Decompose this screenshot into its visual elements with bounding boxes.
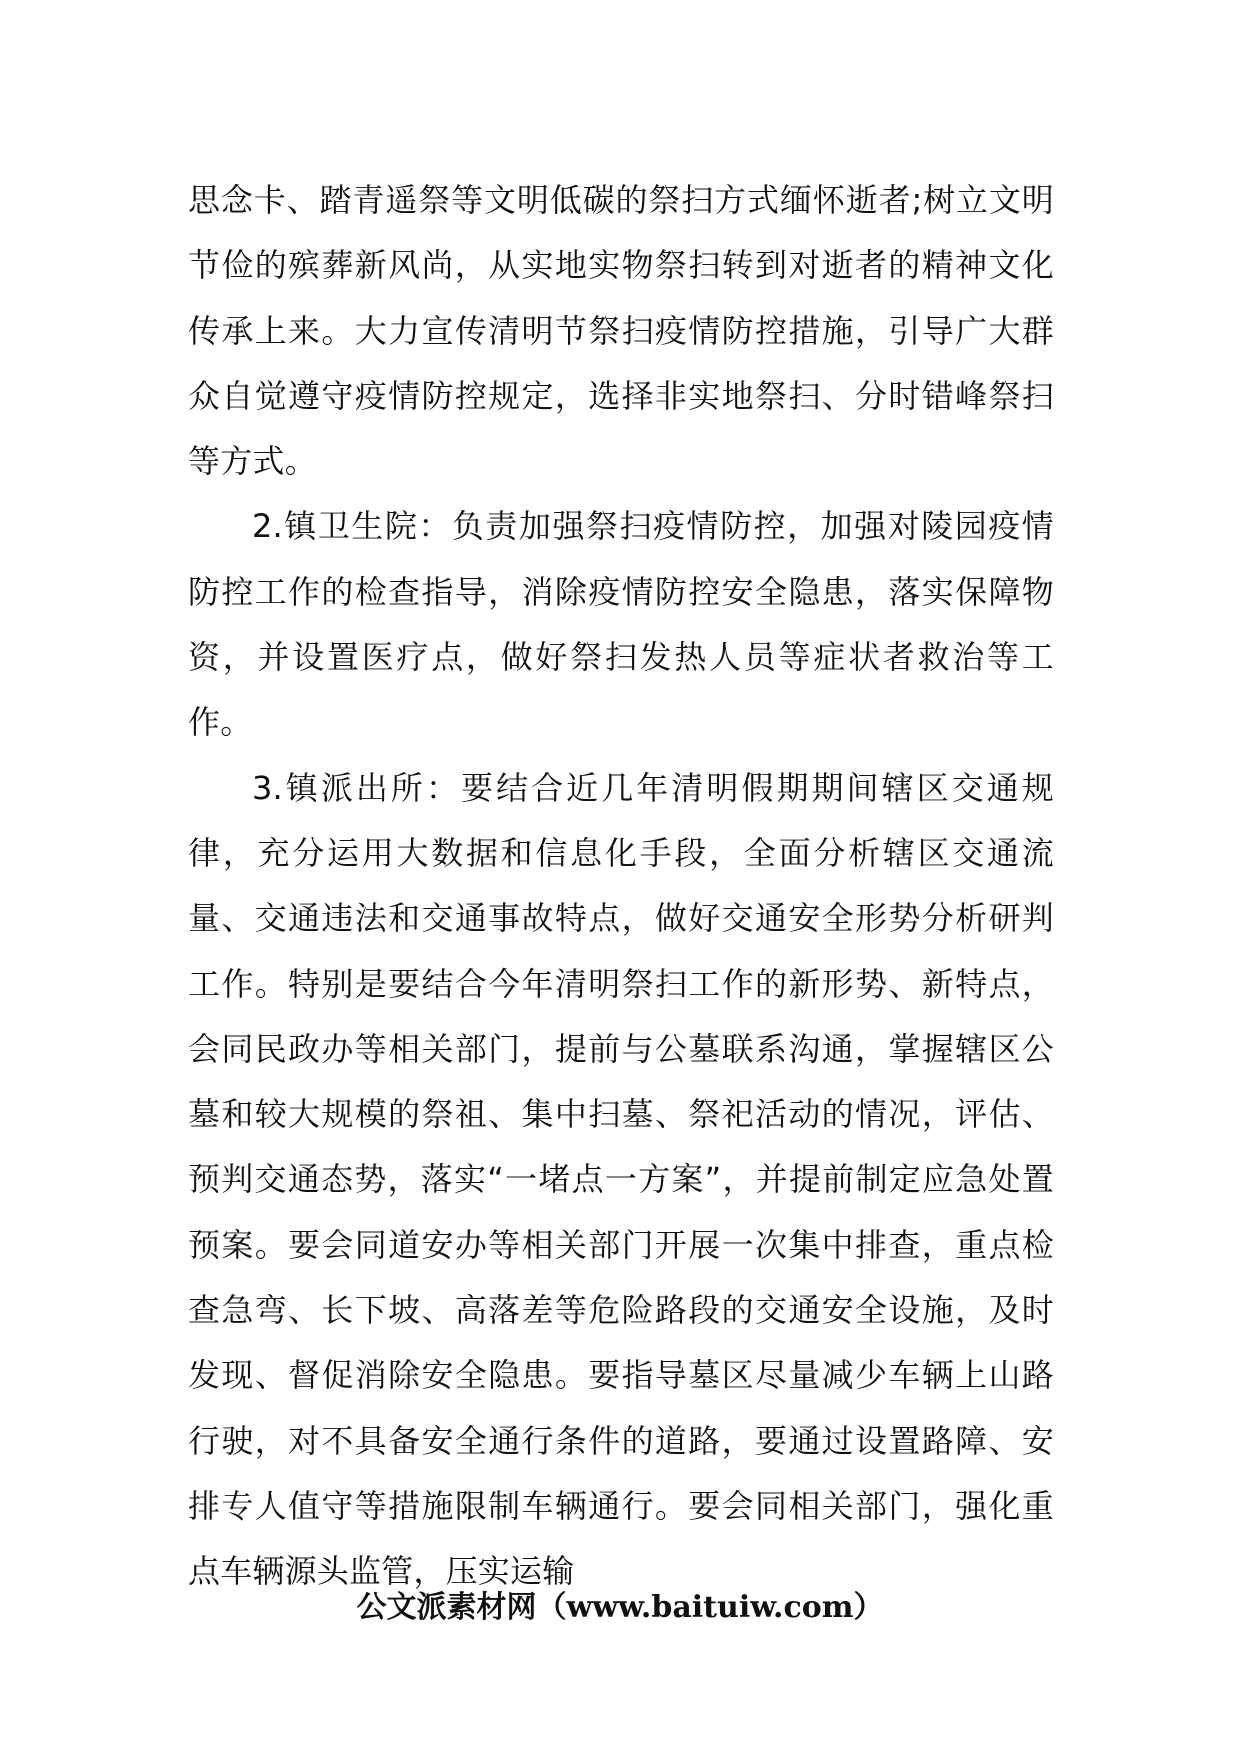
- paragraph-2: 2.镇卫生院：负责加强祭扫疫情防控，加强对陵园疫情防控工作的检查指导，消除疫情防控安全隐患，落实保障物资，并设置医疗点，做好祭扫发热人员等症状者救治等工作。: [188, 507, 1054, 742]
- footer-watermark: 公文派素材网（www.baituiw.com）: [356, 1590, 884, 1625]
- paragraph-3: 3.镇派出所：要结合近几年清明假期期间辖区交通规律，充分运用大数据和信息化手段，全面分析辖区交通流量、交通违法和交通事故特点，做好交通安全形势分析研判工作。特别是要结合今年清明祭扫工作的新形势、新特点，会同民政办等相关部门，提前与公墓联系沟通，掌握辖区公墓和较大规模的祭祖、集中扫墓、祭祀活动的情况，评估、预判交通态势，落实“一堵点一方案”，并提前制定应急处置预案。要会同道安办等相关部门开展一次集中排查，重点检查急弯、长下坡、高落差等危险路段的交通安全设施，及时发现、督促消除安全隐患。要指导墓区尽量减少车辆上山路行驶，对不具备安全通行条件的道路，要通过设置路障、安排专人值守等措施限制车辆通行。要会同相关部门，强化重点车辆源头监管，压实运输: [188, 768, 1054, 1591]
- paragraph-1: 思念卡、踏青遥祭等文明低碳的祭扫方式缅怀逝者;树立文明节俭的殡葬新风尚，从实地实物祭扫转到对逝者的精神文化传承上来。大力宣传清明节祭扫疫情防控措施，引导广大群众自觉遵守疫情防控规定，选择非实地祭扫、分时错峰祭扫等方式。: [188, 181, 1054, 481]
- document-body: [188, 168, 1054, 1605]
